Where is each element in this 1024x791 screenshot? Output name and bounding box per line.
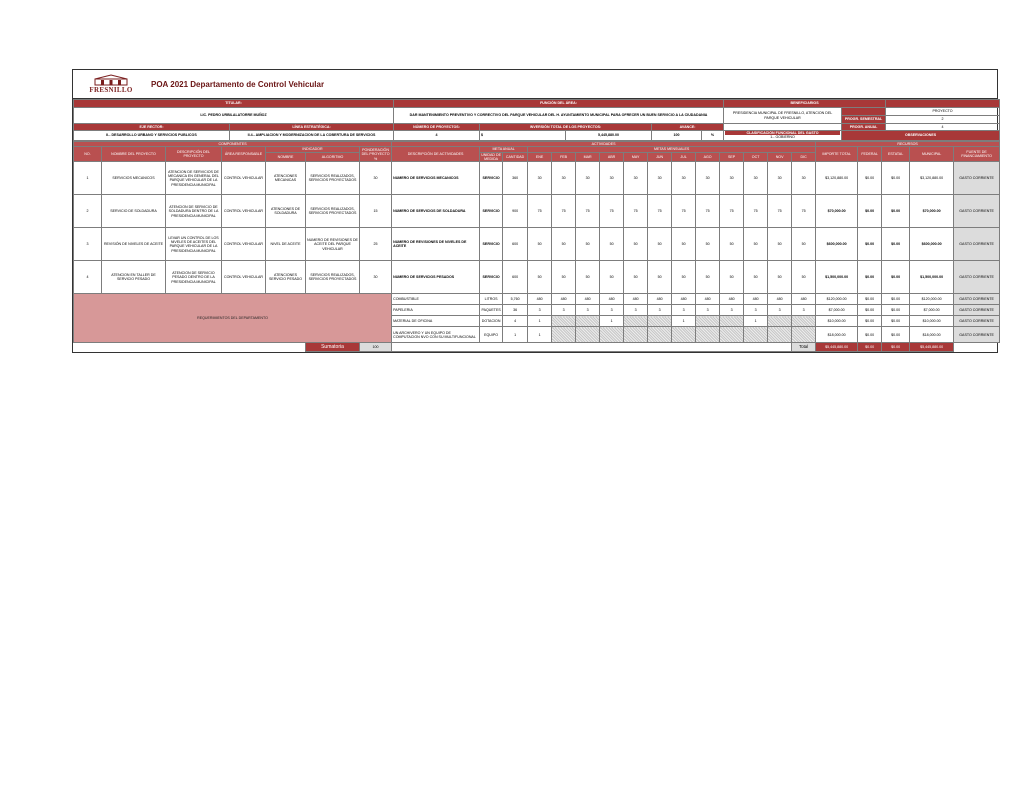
requirement-monthly: 1 bbox=[672, 316, 696, 327]
requirement-federal: $0.00 bbox=[858, 316, 882, 327]
total-label: Total bbox=[792, 343, 816, 352]
federal-amount: $0.00 bbox=[858, 195, 882, 228]
monthly-goal: 50 bbox=[792, 261, 816, 294]
col-cantidad: CANTIDAD bbox=[503, 152, 528, 162]
requirement-monthly bbox=[600, 327, 624, 343]
unit-of-measure: SERVICIO bbox=[480, 195, 503, 228]
project-no: 2 bbox=[74, 195, 102, 228]
requirement-funding-source: GASTO CORRIENTE bbox=[954, 316, 1000, 327]
activity-description: NUMERO DE SERVICIOS DE SOLDADURA bbox=[392, 195, 480, 228]
monthly-goal: 30 bbox=[744, 162, 768, 195]
project-weight: 15 bbox=[360, 195, 392, 228]
monthly-goal: 30 bbox=[600, 162, 624, 195]
prog-anual-value: 4 bbox=[886, 124, 1000, 131]
monthly-goal: 75 bbox=[696, 195, 720, 228]
project-name: REVISIÓN DE NIVELES DE ACEITE bbox=[102, 228, 166, 261]
monthly-goal: 30 bbox=[648, 162, 672, 195]
project-row bbox=[74, 195, 1000, 228]
total-municipal: $5,445,880.00 bbox=[910, 343, 954, 352]
state-amount: $0.00 bbox=[882, 228, 910, 261]
requirement-rows bbox=[74, 294, 1000, 343]
col-metas-mensuales: METAS MENSUALES bbox=[528, 147, 816, 152]
monthly-goal: 50 bbox=[528, 261, 552, 294]
monthly-goal: 50 bbox=[648, 261, 672, 294]
requirement-unit: LITROS bbox=[480, 294, 503, 305]
funding-source: GASTO CORRIENTE bbox=[954, 261, 1000, 294]
clasif-label: CLASIFICACIÓN FUNCIONAL DEL GASTO bbox=[725, 131, 840, 135]
requirement-monthly bbox=[576, 327, 600, 343]
project-name: SERVICIOS MECANICOS bbox=[102, 162, 166, 195]
prog-anual-label: PROGR. ANUAL bbox=[842, 124, 886, 131]
monthly-goal: 50 bbox=[600, 261, 624, 294]
requirement-monthly: 1 bbox=[600, 316, 624, 327]
monthly-goal: 75 bbox=[744, 195, 768, 228]
prog-semestral-value: 2 bbox=[886, 116, 1000, 124]
project-description: ATENCION DE SERVICIO PESADO DENTRO DE LA PRESIDENCIA MUNICIPAL bbox=[166, 261, 222, 294]
monthly-goal: 50 bbox=[744, 228, 768, 261]
requirement-amount: $7,000.00 bbox=[816, 305, 858, 316]
requirement-monthly bbox=[768, 316, 792, 327]
requirement-monthly bbox=[624, 316, 648, 327]
federal-amount: $0.00 bbox=[858, 261, 882, 294]
project-description: ATENCION DE SERVICIOS DE MECANICA EN GENERAL DEL PARQUE VEHICULAR DE LA PRESIDENCIA MUNICIPAL bbox=[166, 162, 222, 195]
requirement-municipal: $10,000.00 bbox=[910, 316, 954, 327]
beneficiarios-label: BENEFICIARIOS bbox=[724, 100, 886, 108]
col-fuente: FUENTE DE FINANCIAMIENTO bbox=[954, 147, 1000, 162]
col-month-4: ABR bbox=[600, 152, 624, 162]
linea-value: II.4.- AMPLIACION Y MODERNIZACION DE LA COBERTURA DE SERVICIOS bbox=[230, 131, 394, 141]
col-meta-anual: META ANUAL bbox=[480, 147, 528, 152]
monthly-goal: 75 bbox=[600, 195, 624, 228]
total-federal: $0.00 bbox=[858, 343, 882, 352]
clasif-value: 1.- GOBIERNO bbox=[770, 135, 795, 140]
requirement-monthly: 3 bbox=[744, 305, 768, 316]
requirement-monthly bbox=[576, 316, 600, 327]
requirement-quantity: 4 bbox=[503, 316, 528, 327]
requirement-municipal: $18,000.00 bbox=[910, 327, 954, 343]
activity-description: NUMERO DE SERVICIOS MECANICOS bbox=[392, 162, 480, 195]
sumatoria-value: 100 bbox=[360, 343, 392, 352]
total-estatal: $0.00 bbox=[882, 343, 910, 352]
requirement-municipal: $120,000.00 bbox=[910, 294, 954, 305]
num-proy-value: 4 bbox=[394, 131, 480, 141]
requirements-label: REQUERIMIENTOS DEL DEPARTAMENTO bbox=[74, 294, 392, 343]
requirement-description: COMBUSTIBLE bbox=[392, 294, 480, 305]
monthly-goal: 30 bbox=[624, 162, 648, 195]
project-description: ATENCION DE SERVICIO DE SOLDADURA DENTRO DE LA PRESIDENCIA MUNICIPAL bbox=[166, 195, 222, 228]
requirement-monthly bbox=[672, 327, 696, 343]
requirement-monthly: 480 bbox=[696, 294, 720, 305]
building-icon bbox=[93, 74, 129, 86]
monthly-goal: 30 bbox=[576, 162, 600, 195]
col-month-9: SEP bbox=[720, 152, 744, 162]
num-proy-label: NÚMERO DE PROYECTOS: bbox=[394, 124, 480, 131]
activity-description: NUMERO DE SERVICIOS PESADOS bbox=[392, 261, 480, 294]
requirement-federal: $0.00 bbox=[858, 305, 882, 316]
observaciones-label: OBSERVACIONES bbox=[842, 131, 1000, 141]
municipal-amount: $600,000.00 bbox=[910, 228, 954, 261]
document-title: POA 2021 Departamento de Control Vehicular bbox=[151, 79, 325, 89]
requirement-funding-source: GASTO CORRIENTE bbox=[954, 294, 1000, 305]
col-indicador: INDICADOR bbox=[266, 147, 360, 152]
state-amount: $0.00 bbox=[882, 261, 910, 294]
requirement-quantity: 5,760 bbox=[503, 294, 528, 305]
municipal-amount: $70,000.00 bbox=[910, 195, 954, 228]
requirement-monthly bbox=[696, 316, 720, 327]
state-amount: $0.00 bbox=[882, 162, 910, 195]
monthly-goal: 75 bbox=[648, 195, 672, 228]
federal-amount: $0.00 bbox=[858, 228, 882, 261]
requirement-monthly: 480 bbox=[600, 294, 624, 305]
clasif-cell bbox=[724, 131, 842, 141]
monthly-goal: 50 bbox=[648, 228, 672, 261]
project-no: 1 bbox=[74, 162, 102, 195]
beneficiarios-value: PRESIDENCIA MUNICIPAL DE FRESNILLO, ATENCION DEL PARQUE VEHICULAR bbox=[724, 108, 842, 124]
requirement-monthly bbox=[768, 327, 792, 343]
requirement-monthly bbox=[648, 316, 672, 327]
sumatoria-label: Sumatoria bbox=[306, 343, 360, 352]
col-month-1: ENE bbox=[528, 152, 552, 162]
monthly-goal: 50 bbox=[576, 228, 600, 261]
federal-amount: $0.00 bbox=[858, 162, 882, 195]
monthly-goal: 30 bbox=[792, 162, 816, 195]
requirement-quantity: 36 bbox=[503, 305, 528, 316]
funding-source: GASTO CORRIENTE bbox=[954, 162, 1000, 195]
requirement-amount: $10,000.00 bbox=[816, 316, 858, 327]
monthly-goal: 50 bbox=[696, 261, 720, 294]
col-estatal: ESTATAL bbox=[882, 147, 910, 162]
activity-description: NUMERO DE REVISIONES DE NIVELES DE ACEITE bbox=[392, 228, 480, 261]
requirement-monthly bbox=[696, 327, 720, 343]
monthly-goal: 75 bbox=[768, 195, 792, 228]
col-month-2: FEB bbox=[552, 152, 576, 162]
linea-label: LÍNEA ESTRATÉGICA: bbox=[230, 124, 394, 131]
requirement-monthly: 480 bbox=[792, 294, 816, 305]
requirement-monthly: 1 bbox=[528, 316, 552, 327]
monthly-goal: 30 bbox=[672, 162, 696, 195]
requirement-monthly bbox=[552, 327, 576, 343]
prog-semestral-label: PROGR. SEMESTRAL bbox=[842, 116, 886, 124]
col-descripcion-proyecto: DESCRIPCIÓN DEL PROYECTO bbox=[166, 147, 222, 162]
eje-label: EJE RECTOR: bbox=[74, 124, 230, 131]
requirement-monthly: 1 bbox=[744, 316, 768, 327]
col-descripcion-actividad: DESCRIPCIÓN DE ACTIVIDADES bbox=[392, 147, 480, 162]
requirement-monthly: 480 bbox=[576, 294, 600, 305]
col-no: NO. bbox=[74, 147, 102, 162]
requirement-monthly: 3 bbox=[720, 305, 744, 316]
col-municipal: MUNICIPAL bbox=[910, 147, 954, 162]
total-amount: $70,000.00 bbox=[816, 195, 858, 228]
monthly-goal: 50 bbox=[672, 261, 696, 294]
requirement-unit: EQUIPO bbox=[480, 327, 503, 343]
requirement-monthly: 3 bbox=[600, 305, 624, 316]
requirement-description: MATERIAL DE OFICINA bbox=[392, 316, 480, 327]
requirement-unit: PAQUETES bbox=[480, 305, 503, 316]
requirement-funding-source: GASTO CORRIENTE bbox=[954, 327, 1000, 343]
requirement-monthly: 3 bbox=[792, 305, 816, 316]
requirement-state: $0.00 bbox=[882, 327, 910, 343]
annual-quantity: 360 bbox=[503, 162, 528, 195]
requirement-federal: $0.00 bbox=[858, 294, 882, 305]
monthly-goal: 50 bbox=[672, 228, 696, 261]
monthly-goal: 30 bbox=[528, 162, 552, 195]
requirement-monthly bbox=[552, 316, 576, 327]
inversion-label: INVERSIÓN TOTAL DE LOS PROYECTOS: bbox=[480, 124, 652, 131]
titular-label: TITULAR: bbox=[74, 100, 394, 108]
avance-unit: % bbox=[702, 131, 724, 141]
project-no: 3 bbox=[74, 228, 102, 261]
indicator-algorithm: SERVICIOS REALIZADOS, SERVICIOS PROYECTADOS bbox=[306, 162, 360, 195]
requirement-monthly bbox=[720, 327, 744, 343]
unit-of-measure: SERVICIO bbox=[480, 162, 503, 195]
project-area: CONTROL VEHICULAR bbox=[222, 195, 266, 228]
avance-value: 100 bbox=[652, 131, 702, 141]
municipal-amount: $1,500,000.00 bbox=[910, 261, 954, 294]
project-weight: 30 bbox=[360, 162, 392, 195]
project-row bbox=[74, 162, 1000, 195]
requirement-amount: $120,000.00 bbox=[816, 294, 858, 305]
col-month-11: NOV bbox=[768, 152, 792, 162]
requirement-quantity: 1 bbox=[503, 327, 528, 343]
monthly-goal: 50 bbox=[696, 228, 720, 261]
requirement-monthly: 3 bbox=[648, 305, 672, 316]
total-amount: $3,120,880.00 bbox=[816, 162, 858, 195]
requirement-monthly: 3 bbox=[672, 305, 696, 316]
state-amount: $0.00 bbox=[882, 195, 910, 228]
col-ind-nombre: NOMBRE bbox=[266, 152, 306, 162]
requirement-monthly: 3 bbox=[768, 305, 792, 316]
total-amount: $1,500,000.00 bbox=[816, 261, 858, 294]
project-area: CONTROL VEHICULAR bbox=[222, 228, 266, 261]
monthly-goal: 50 bbox=[576, 261, 600, 294]
avance-label: AVANCE: bbox=[652, 124, 724, 131]
indicator-name: ATENCIONES MECANICAS bbox=[266, 162, 306, 195]
requirement-monthly: 1 bbox=[528, 327, 552, 343]
monthly-goal: 75 bbox=[720, 195, 744, 228]
col-area-responsable: ÁREA RESPONSABLE bbox=[222, 147, 266, 162]
col-month-5: MAY bbox=[624, 152, 648, 162]
col-month-7: JUL bbox=[672, 152, 696, 162]
requirement-state: $0.00 bbox=[882, 316, 910, 327]
proyecto-label: PROYECTO bbox=[886, 108, 1000, 116]
monthly-goal: 50 bbox=[720, 228, 744, 261]
monthly-goal: 50 bbox=[768, 261, 792, 294]
monthly-goal: 50 bbox=[624, 228, 648, 261]
inversion-currency: $ bbox=[480, 131, 566, 141]
monthly-goal: 50 bbox=[792, 228, 816, 261]
requirement-state: $0.00 bbox=[882, 305, 910, 316]
requirement-federal: $0.00 bbox=[858, 327, 882, 343]
funding-source: GASTO CORRIENTE bbox=[954, 195, 1000, 228]
inversion-value: 5,445,880.00 bbox=[566, 131, 652, 141]
eje-value: II.- DESARROLLO URBANO Y SERVICIOS PUBLICOS bbox=[74, 131, 230, 141]
project-description: LEVAR UN CONTROL DE LOS NIVELES DE ACEITES DEL PARQUE VEHICULAR DE LA PRESIDENCIA MUNICIPAL bbox=[166, 228, 222, 261]
requirement-monthly: 3 bbox=[552, 305, 576, 316]
actividades-header: ACTIVIDADES bbox=[392, 141, 816, 146]
project-row bbox=[74, 228, 1000, 261]
project-no: 4 bbox=[74, 261, 102, 294]
requirement-monthly bbox=[624, 327, 648, 343]
requirement-description: PAPELERIA bbox=[392, 305, 480, 316]
annual-quantity: 900 bbox=[503, 195, 528, 228]
monthly-goal: 30 bbox=[696, 162, 720, 195]
info-table bbox=[73, 99, 1000, 141]
annual-quantity: 600 bbox=[503, 228, 528, 261]
project-area: CONTROL VEHICULAR bbox=[222, 162, 266, 195]
total-importe: $5,445,880.00 bbox=[816, 343, 858, 352]
requirement-monthly: 3 bbox=[576, 305, 600, 316]
requirement-monthly: 480 bbox=[744, 294, 768, 305]
logo-text: FRESNILLO bbox=[89, 86, 133, 94]
col-month-3: MAR bbox=[576, 152, 600, 162]
col-month-8: AGO bbox=[696, 152, 720, 162]
projects-table bbox=[73, 141, 1000, 353]
monthly-goal: 50 bbox=[552, 261, 576, 294]
project-weight: 30 bbox=[360, 261, 392, 294]
total-fuente-blank bbox=[954, 343, 1000, 352]
funcion-label: FUNCIÓN DEL ÁREA: bbox=[394, 100, 724, 108]
col-nombre-proyecto: NOMBRE DEL PROYECTO bbox=[102, 147, 166, 162]
monthly-goal: 75 bbox=[552, 195, 576, 228]
requirement-unit: DOTACION bbox=[480, 316, 503, 327]
monthly-goal: 75 bbox=[672, 195, 696, 228]
monthly-goal: 50 bbox=[720, 261, 744, 294]
indicator-name: ATENCIONES DE SOLDADURA bbox=[266, 195, 306, 228]
monthly-goal: 50 bbox=[768, 228, 792, 261]
monthly-goal: 30 bbox=[768, 162, 792, 195]
col-federal: FEDERAL bbox=[858, 147, 882, 162]
project-name: ATENCION EN TALLER DE SERVICIO PESADO bbox=[102, 261, 166, 294]
blank-cell bbox=[842, 108, 886, 116]
requirement-monthly: 480 bbox=[552, 294, 576, 305]
indicator-algorithm: SERVICIOS REALIZADOS, SERVICIOS PROYECTADOS bbox=[306, 195, 360, 228]
requirement-amount: $18,000.00 bbox=[816, 327, 858, 343]
requirement-monthly: 480 bbox=[720, 294, 744, 305]
requirement-municipal: $7,000.00 bbox=[910, 305, 954, 316]
requirement-monthly bbox=[744, 327, 768, 343]
poa-sheet bbox=[72, 69, 998, 353]
project-weight: 25 bbox=[360, 228, 392, 261]
monthly-goal: 50 bbox=[624, 261, 648, 294]
funcion-value: DAR MANTENIMIENTO PREVENTIVO Y CORRECTIVO DEL PARQUE VEHICULAR DEL H. AYUNTAMIENTO MUNICIPAL PARA OFRECER UN BUEN SERVICIO A LA CIUDADANIA bbox=[394, 108, 724, 124]
componentes-header: COMPONENTES bbox=[74, 141, 392, 146]
fresnillo-logo bbox=[81, 74, 141, 94]
municipal-amount: $3,120,880.00 bbox=[910, 162, 954, 195]
requirement-monthly: 3 bbox=[696, 305, 720, 316]
unit-of-measure: SERVICIO bbox=[480, 228, 503, 261]
requirement-monthly: 3 bbox=[528, 305, 552, 316]
requirement-monthly bbox=[792, 327, 816, 343]
unit-of-measure: SERVICIO bbox=[480, 261, 503, 294]
requirement-description: UN ARCHIVERO Y UN EQUIPO DE COMPUTACION NVO CON SU MULTIFUNCIONAL bbox=[392, 327, 480, 343]
blank-cell-2 bbox=[724, 124, 842, 131]
col-importe-total: IMPORTE TOTAL bbox=[816, 147, 858, 162]
monthly-goal: 50 bbox=[552, 228, 576, 261]
indicator-name: NIVEL DE ACEITE bbox=[266, 228, 306, 261]
indicator-algorithm: SERVICIOS REALIZADOS, SERVICIOS PROYECTADOS bbox=[306, 261, 360, 294]
monthly-goal: 50 bbox=[744, 261, 768, 294]
monthly-goal: 75 bbox=[528, 195, 552, 228]
monthly-goal: 30 bbox=[552, 162, 576, 195]
monthly-goal: 50 bbox=[528, 228, 552, 261]
project-area: CONTROL VEHICULAR bbox=[222, 261, 266, 294]
col-unidad-medida: UNIDAD DE MEDIDA bbox=[481, 152, 501, 162]
monthly-goal: 50 bbox=[600, 228, 624, 261]
titular-value: LIC. PEDRO URBILALATORRE MUÑOZ bbox=[74, 108, 394, 124]
col-algoritmo: ALGORITMO bbox=[306, 152, 360, 162]
requirement-monthly: 480 bbox=[672, 294, 696, 305]
monthly-goal: 75 bbox=[624, 195, 648, 228]
col-month-12: DIC bbox=[792, 152, 816, 162]
requirement-monthly bbox=[792, 316, 816, 327]
requirement-state: $0.00 bbox=[882, 294, 910, 305]
requirement-monthly: 480 bbox=[528, 294, 552, 305]
requirement-monthly: 480 bbox=[768, 294, 792, 305]
project-row bbox=[74, 261, 1000, 294]
col-month-6: JUN bbox=[648, 152, 672, 162]
col-month-10: OCT bbox=[744, 152, 768, 162]
sheet-header bbox=[73, 70, 997, 99]
requirement-monthly: 3 bbox=[624, 305, 648, 316]
funding-source: GASTO CORRIENTE bbox=[954, 228, 1000, 261]
requirement-monthly bbox=[648, 327, 672, 343]
requirement-monthly: 480 bbox=[624, 294, 648, 305]
project-rows bbox=[74, 162, 1000, 294]
total-amount: $600,000.00 bbox=[816, 228, 858, 261]
requirement-row bbox=[74, 294, 1000, 305]
requirement-monthly: 480 bbox=[648, 294, 672, 305]
monthly-goal: 75 bbox=[576, 195, 600, 228]
blank-header bbox=[886, 100, 1000, 108]
totals-spacer bbox=[392, 343, 792, 352]
annual-quantity: 600 bbox=[503, 261, 528, 294]
recursos-header: RECURSOS bbox=[816, 141, 1000, 146]
monthly-goal: 30 bbox=[720, 162, 744, 195]
monthly-goal: 75 bbox=[792, 195, 816, 228]
requirement-funding-source: GASTO CORRIENTE bbox=[954, 305, 1000, 316]
indicator-name: ATENCIONES SERVICIO PESADO bbox=[266, 261, 306, 294]
col-ponderacion: PONDERACIÓN DEL PROYECTO % bbox=[360, 147, 392, 162]
project-name: SERVICIO DE SOLDADURA bbox=[102, 195, 166, 228]
indicator-algorithm: NUMERO DE REVISIONES DE ACEITE DEL PARQUE VEHICULAR bbox=[306, 228, 360, 261]
requirement-monthly bbox=[720, 316, 744, 327]
sumatoria-spacer bbox=[74, 343, 306, 352]
